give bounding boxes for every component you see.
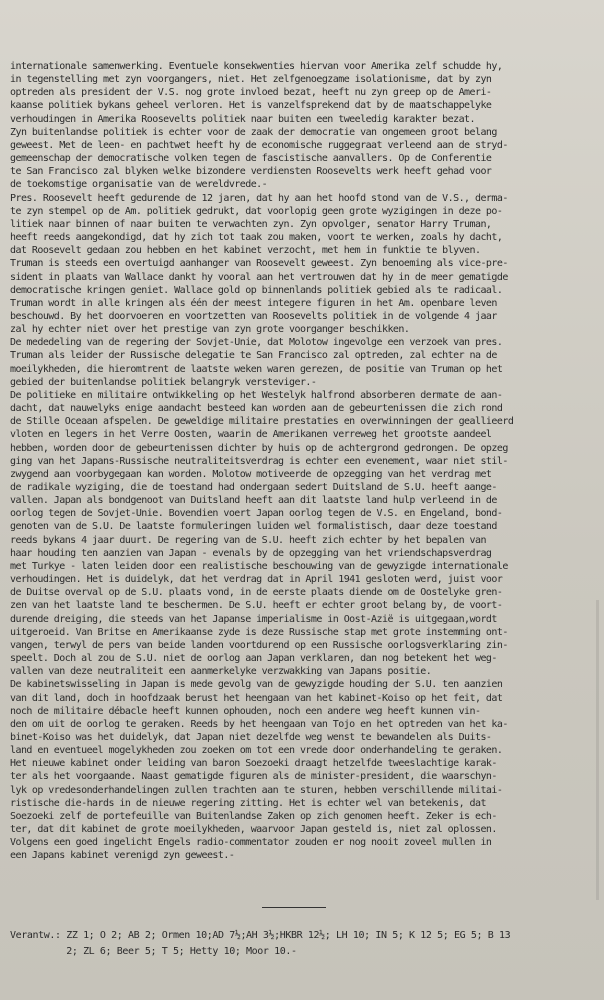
text-line: te San Francisco zal blyken welke bizondere verdiensten Roosevelts werk heeft gehad voor (10, 166, 492, 178)
text-line: zal hy echter niet over het prestige van zyn grote voorganger beschikken. (10, 324, 410, 336)
text-line: dacht, dat nauwelyks enige aandacht besteed kan worden aan de gebeurtenissen die zich rond (10, 403, 503, 415)
text-line: internationale samenwerking. Eventuele konsekwenties hiervan voor Amerika zelf schudde hy, (10, 61, 503, 72)
text-line: ter, dat dit kabinet de grote moeilykheden, waarvoor Japan gesteld is, niet zal oplossen. (10, 824, 497, 836)
footer-line: 2; ZL 6; Beer 5; T 5; Hetty 10; Moor 10.- (10, 946, 297, 957)
distribution-footer (10, 928, 596, 960)
text-line: speelt. Doch al zou de S.U. niet de oorlog aan Japan verklaren, dan nog betekent het weg- (10, 653, 497, 665)
text-line: moeilykheden, die hieromtrent de laatste weken waren gerezen, de positie van Truman op het (10, 363, 503, 375)
text-line: Pres. Roosevelt heeft gedurende de 12 jaren, dat hy aan het hoofd stond van de V.S., derma- (10, 192, 508, 204)
text-line: haar houding ten aanzien van Japan - evenals by de opzegging van het vriendschapsverdrag (10, 547, 492, 559)
text-line: hebben, worden door de gebeurtenissen dichter by huis op de achtergrond gedrongen. De opzeg (10, 442, 508, 454)
text-line: De mededeling van de regering der Sovjet-Unie, dat Molotow ingevolge een verzoek van pres. (10, 337, 503, 349)
text-line: binet-Koiso was het duidelyk, dat Japan niet dezelfde weg wenst te bewandelen als Duits- (10, 731, 492, 743)
text-line: vloten en legers in het Verre Oosten, waarin de Amerikanen verreweg het grootste aandeel (10, 429, 492, 441)
text-line: beschouwd. By het doorvoeren en voortzetten van Roosevelts politiek in de volgende 4 jaar (10, 310, 497, 322)
section-divider (262, 907, 326, 908)
article-body (10, 60, 596, 863)
text-line: lyk op vredesonderhandelingen zullen trachten aan te sturen, hebben verschillende militai- (10, 784, 503, 796)
text-line: Soezoeki zelf de portefeuille van Buitenlandse Zaken op zich genomen heeft. Zeker is ech- (10, 810, 497, 822)
text-line: verhoudingen in Amerika Roosevelts politiek naar buiten een tweeledig karakter bezat. (10, 113, 475, 125)
text-line: reeds bykans 4 jaar duurt. De regering van de S.U. heeft zich echter by het bepalen van (10, 534, 486, 546)
text-line: ristische die-hards in de nieuwe regering zitting. Het is echter wel van betekenis, dat (10, 797, 486, 809)
text-line: ter als het voorgaande. Naast gematigde figuren als de minister-president, die waarschyn- (10, 771, 497, 783)
text-line: vallen van deze neutraliteit een aanmerkelyke verzwakking van Japans positie. (10, 666, 432, 678)
text-line: in tegenstelling met zyn voorgangers, niet. Het zelfgenoegzame isolationisme, dat by zyn (10, 74, 492, 86)
text-line: gebied der buitenlandse politiek belangryk versteviger.- (10, 376, 317, 388)
text-line: verhoudingen. Het is duidelyk, dat het verdrag dat in April 1941 gesloten werd, juist voor (10, 574, 503, 586)
text-line: gemeenschap der democratische volken tegen de fascistische aanvallers. Op de Conferentie (10, 153, 492, 165)
text-line: de toekomstige organisatie van de wereldvrede.- (10, 179, 268, 191)
text-line: genoten van de S.U. De laatste formuleringen luiden wel formalistisch, daar deze toestand (10, 521, 497, 533)
text-line: Zyn buitenlandse politiek is echter voor de zaak der democratie van ongemeen groot belang (10, 126, 497, 138)
text-line: van dit land, doch in hoofdzaak berust het heengaan van het kabinet-Koiso op het feit, dat (10, 692, 503, 704)
text-line: een Japans kabinet verenigd zyn geweest.- (10, 850, 235, 862)
text-line: heeft reeds aangekondigd, dat hy zich tot taak zou maken, voort te werken, zoals hy dacht, (10, 232, 503, 244)
text-line: de radikale wyziging, die de toestand had ondergaan sedert Duitsland de S.U. heeft aange- (10, 482, 497, 493)
text-line: Volgens een goed ingelicht Engels radio-commentator zouden er nog nooit zoveel mullen in (10, 837, 492, 849)
text-line: vallen. Japan als bondgenoot van Duitsland heeft aan dit laatste land hulp verleend in de (10, 495, 497, 507)
text-line: durende dreiging, die steeds van het Japanse imperialisme in Oost-Azië is uitgegaan,wordt (10, 613, 497, 625)
text-line: geweest. Met de leen- en pachtwet heeft hy de economische ruggegraat verleend aan de stryd- (10, 139, 508, 151)
text-line: democratische kringen geniet. Wallace gold op binnenlands politiek gebied als te radicaal. (10, 284, 503, 296)
text-line: noch de militaire débacle heeft kunnen ophouden, noch een andere weg heeft kunnen vin- (10, 705, 481, 717)
text-line: sident in plaats van Wallace dankt hy vooral aan het vertrouwen dat hy in de meer gematigde (10, 271, 508, 283)
text-line: land en eventueel mogelykheden zou zoeken om tot een vrede door onderhandeling te geraken. (10, 745, 503, 757)
text-line: kaanse politiek bykans geheel verloren. Het is vanzelfsprekend dat by de maatschappelyke (10, 100, 492, 112)
text-line: de Stille Oceaan afspelen. De geweldige militaire prestaties en overwinningen der geallieerd (10, 416, 514, 428)
text-line: uitgeroeid. Van Britse en Amerikaanse zyde is deze Russische stap met grote instemming ont- (10, 626, 508, 638)
text-line: den om uit de oorlog te geraken. Reeds by het heengaan van Tojo en het optreden van het ka- (10, 718, 508, 730)
page-edge-shadow (596, 600, 599, 900)
text-line: Truman is steeds een overtuigd aanhanger van Roosevelt geweest. Zyn benoeming als vice-pre- (10, 258, 508, 270)
text-line: Truman als leider der Russische delegatie te San Francisco zal optreden, zal echter na de (10, 350, 497, 362)
text-line: oorlog tegen de Sovjet-Unie. Bovendien voert Japan oorlog tegen de V.S. en Engeland, bond- (10, 508, 503, 520)
text-line: te zyn stempel op de Am. politiek gedrukt, dat voorlopig geen grote wyzigingen in deze po- (10, 205, 503, 217)
text-line: zwygend aan voorbygegaan kan worden. Molotow motiveerde de opzegging van het verdrag met (10, 468, 492, 480)
text-line: met Turkye - laten leiden door een realistische beschouwing van de gewyzigde internationale (10, 560, 508, 572)
text-line: litiek naar binnen of naar buiten te verwachten zyn. Zyn opvolger, senator Harry Truman, (10, 218, 492, 230)
text-line: zen van het laatste land te beschermen. De S.U. heeft er echter groot belang by, de voort- (10, 600, 503, 612)
text-line: De kabinetswisseling in Japan is mede gevolg van de gewyzigde houding der S.U. ten aanzien (10, 679, 503, 691)
footer-line: Verantw.: ZZ 1; O 2; AB 2; Ormen 10;AD 7½;AH 3½;HKBR 12½; LH 10; IN 5; K 12 5; EG 5; B 13 (10, 930, 511, 941)
text-line: vangen, terwyl de pers van beide landen voortdurend op een Russische oorlogsverklaring zin- (10, 639, 508, 651)
text-line: De politieke en militaire ontwikkeling op het Westelyk halfrond absorberen dermate de aan- (10, 389, 503, 401)
text-line: ging van het Japans-Russische neutraliteitsverdrag is echter een evenement, waar niet stil- (10, 455, 508, 467)
text-line: Truman wordt in alle kringen als één der meest integere figuren in het Am. openbare leven (10, 297, 497, 309)
text-line: dat Roosevelt gedaan zou hebben en het kabinet verzocht, met hem in funktie te blyven. (10, 245, 481, 257)
text-line: de Duitse overval op de S.U. plaats vond, in de eerste plaats diende om de Oostelyke gren- (10, 587, 503, 599)
text-line: Het nieuwe kabinet onder leiding van baron Soezoeki draagt hetzelfde tweeslachtige karak- (10, 758, 497, 770)
text-line: optreden als president der V.S. nog grote invloed bezat, heeft nu zyn greep op de Ameri- (10, 87, 492, 99)
